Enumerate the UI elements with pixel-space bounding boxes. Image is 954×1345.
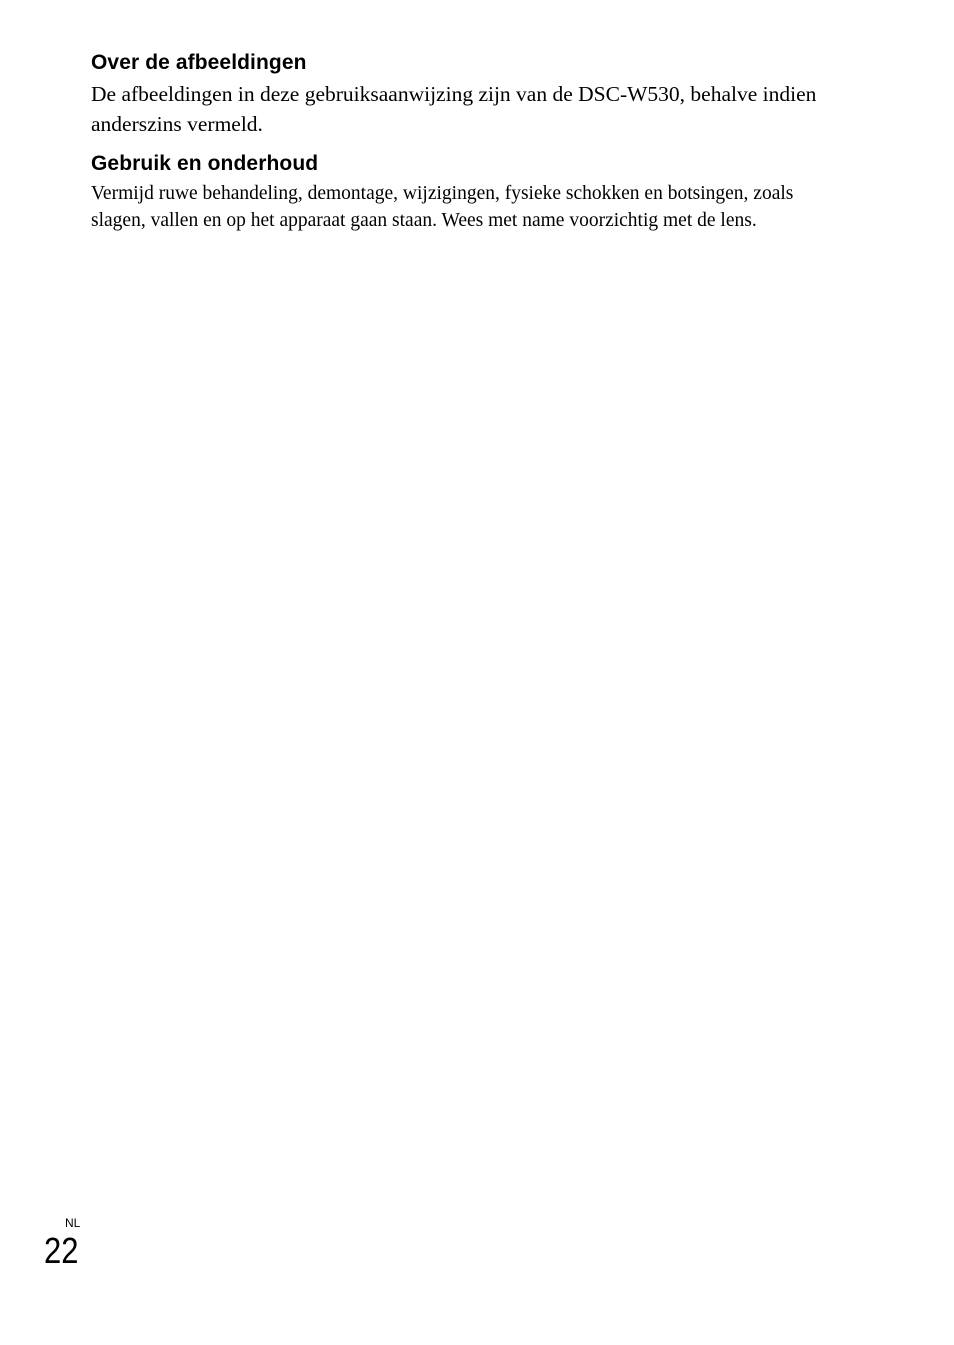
section-about-images bbox=[91, 50, 851, 139]
section-use-and-maintenance bbox=[91, 151, 851, 234]
section-paragraph: Vermijd ruwe behandeling, demontage, wijzigingen, fysieke schokken en botsingen, zoals slagen, vallen en op het apparaat gaan staan. Wees met name voorzichtig met de lens. bbox=[91, 183, 794, 231]
language-code: NL bbox=[65, 1216, 81, 1230]
section-heading: Over de afbeeldingen bbox=[91, 51, 307, 74]
section-paragraph: De afbeeldingen in deze gebruiksaanwijzing zijn van de DSC-W530, behalve indien anderszins vermeld. bbox=[91, 82, 817, 136]
section-heading: Gebruik en onderhoud bbox=[91, 152, 319, 175]
page-number: 22 bbox=[44, 1230, 79, 1271]
